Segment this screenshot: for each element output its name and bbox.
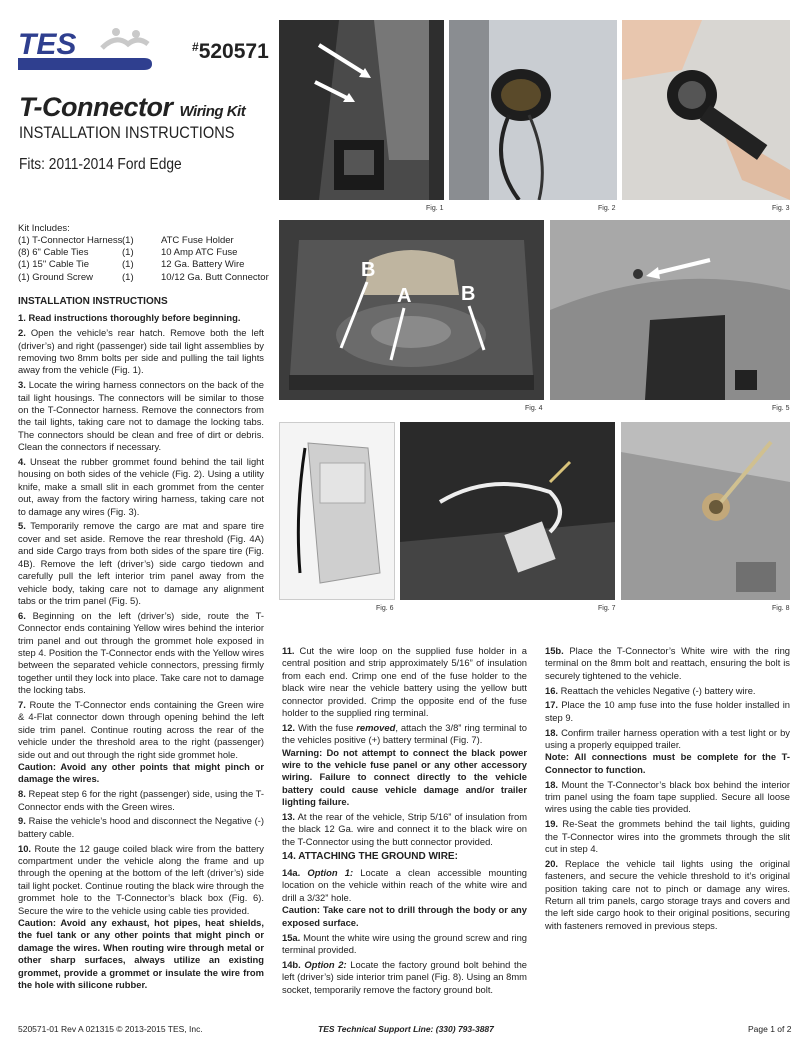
label-b-left: B [361,259,376,281]
step-18: 18. Confirm trailer harness operation with a test light or by using a properly equipped trailer. Note: All connections must be complete for the T-Connector to function. [545,726,790,775]
figure-4-cargo-area-photo [279,220,544,400]
part-number: #520571 [192,40,269,63]
instructions-column-1 [18,296,264,994]
step-16: 16. Reattach the vehicles Negative (-) battery wire. [545,684,756,696]
figure-7-caption: Fig. 7 [598,605,616,612]
step-6: 6. Beginning on the left (driver’s) side, route the T-Connector ends containing Yellow wires behind the interior trim panel and out through the grommet hole exposed in step 4. Position the T-Connector ends with the Yellow wires between the separated vehicle connectors, pressing firmly together until they lock into place. Take care not to damage the locking tabs. [18,609,264,696]
step-8: 8. Repeat step 6 for the right (passenger) side, using the T-Connector ends with the Green wires. [18,788,264,812]
figure-3-knife-photo [622,20,790,200]
footer-revision: 520571-01 Rev A 021315 © 2013-2015 TES, Inc. [18,1024,203,1034]
footer-support-line: TES Technical Support Line: (330) 793-3887 [318,1024,494,1034]
figure-3-caption: Fig. 3 [772,205,790,212]
step-14b: 14b. Option 2: Locate the factory ground bolt behind the left (driver’s) side interior trim panel (Fig. 8). Using an 8mm socket, temporarily remove the factory ground bolt. [282,958,528,995]
step-19: 19. Re-Seat the grommets behind the tail lights, guiding the T-Connector wires into the grommets through the slit cut in step 4. [545,818,790,855]
instructions-column-2 [282,645,527,998]
list-item: (1) 15" Cable Tie (1) 12 Ga. Battery Wire [18,259,245,271]
step-7: 7. Route the T-Connector ends containing the Green wire & 4-Flat connector down through opening behind the left side trim panel. Continue routing across the rear of the vehicle under the threshold area to the right (passenger) side out and out through the right side grommet hole. Caution: Avoid any other points that might pinch or damage the wires. [18,698,264,785]
subtitle: INSTALLATION INSTRUCTIONS [19,123,235,142]
step-9: 9. Raise the vehicle’s hood and disconnect the Negative (-) battery cable. [18,815,264,839]
figure-8-caption: Fig. 8 [772,605,790,612]
step-12: 12. With the fuse removed, attach the 3/8” ring terminal to the vehicles positive (+) battery terminal (Fig. 7). Warning: Do not attempt to connect the black power wire to the vehicle fuse panel or any other accessory wiring. Failure to connect directly to the vehicle battery could cause vehicle damage and/or trailer lighting failure. [282,721,527,808]
step-1: 1. Read instructions thoroughly before beginning. [18,312,241,324]
step-5: 5. Temporarily remove the cargo are mat and spare tire cover and set aside. Remove the rear threshold (Fig. 4A) and side Cargo trays from both sides of the spare tire (Fig. 4B). Remove the left (driver’s) side cargo tiedown and carefully pull the left interior trim panel away from the vehicle body, taking care not to damage any alignment tabs or the trim panel (Fig. 5). [18,520,264,606]
label-b-right: B [461,283,476,305]
kit-list [18,235,269,284]
step-18-mount: 18. Mount the T-Connector’s black box behind the interior trim panel using the foam tape supplied. Secure all loose wires using the cable ties provided. [545,778,791,815]
figure-4-caption: Fig. 4 [525,405,543,412]
figure-7-battery-photo [400,422,615,600]
step-20: 20. Replace the vehicle tail lights using the original fasteners, and secure the vehicle threshold to it’s original position taking care not to pinch or damage any wires. Return all trim panels, cargo storage trays and covers and the left side cargo hook to their original positions, securing with fasteners removed in previous steps. [545,857,790,931]
step-4: 4. Unseat the rubber grommet found behind the tail light housing on both sides of the vehicle (Fig. 2). Using a utility knife, make a small slit in each grommet from the center out, away from the factory wiring harness, taking care not to damage any wires (Fig. 3). [18,456,264,517]
step-10: 10. Route the 12 gauge coiled black wire from the battery compartment under the vehicle along the frame and up through the opening at the bottom of the left (driver’s) side tail light pocket. Continue routing the black wire through the grommet hole to the T-Connector’s black box (Fig. 6). Secure the wire to the vehicle using cable ties provided. Caution: Avoid any exhaust, hot pipes, heat shields, the fuel tank or any other points that might pinch or damage the wires. When routing wire through metal or other sharp surfaces, always utilize an existing grommet, provide a grommet or insulate the wire from the hole with silicone rubber. [18,842,264,991]
figure-1-tail-light-photo [279,20,444,200]
step-13: 13. At the rear of the vehicle, Strip 5/16” of insulation from the black 12 Ga. wire and connect it to the black wire on the T-Connector using the butt connector provided. [282,811,527,847]
step-17: 17. Place the 10 amp fuse into the fuse holder installed in step 9. [545,699,790,723]
figure-6-vehicle-diagram [279,422,395,600]
list-item: (1) Ground Screw (1) 10/12 Ga. Butt Connector [18,271,269,283]
page-title: T-Connector Wiring Kit [19,92,246,122]
fits-vehicle: Fits: 2011-2014 Ford Edge [19,156,182,173]
figure-5-caption: Fig. 5 [772,405,790,412]
figure-5-trim-panel-photo [550,220,790,400]
step-14-heading: 14. ATTACHING THE GROUND WIRE: [282,850,458,862]
footer-page-number: Page 1 of 2 [748,1024,792,1034]
figure-1-caption: Fig. 1 [426,205,444,212]
step-15b: 15b. Place the T-Connector’s White wire with the ring terminal on the 8mm bolt and reattach, ensuring the bolt is securely tightened to the vehicle. [545,645,791,681]
figure-6-caption: Fig. 6 [376,605,394,612]
step-11: 11. Cut the wire loop on the supplied fuse holder in a central position and strip approximately 5/16” of insulation from each end. Crimp one end of the fuse holder to the black wire near the vehicle battery using the yellow butt connector provided. Crimp the opposite end of the fuse holder to the supplied ring terminal. [282,645,527,719]
figure-8-ground-bolt-photo [621,422,790,600]
step-2: 2. Open the vehicle’s rear hatch. Remove both the left (driver’s) and right (passenger) side tail light assemblies by removing two 8mm bolts per side and pulling the tail lights away from the vehicle (Fig. 1). [18,327,264,376]
label-a: A [397,285,412,307]
kit-heading: Kit Includes: [18,223,70,234]
list-item: (8) 6" Cable Ties (1) 10 Amp ATC Fuse [18,247,238,259]
step-15a: 15a. Mount the white wire using the ground screw and ring terminal provided. [282,931,528,955]
step-14a: 14a. Option 1: Locate a clean accessible mounting location on the vehicle within reach of the white wire and drill a 3/32” hole. Caution: Take care not to drill through the body or any exposed surface. [282,867,528,928]
figure-2-grommet-photo [449,20,617,200]
step-3: 3. Locate the wiring harness connectors on the back of the tail light housings. The connectors will be similar to those on the T-Connector harness. Remove the connectors from the tail lights, taking care not to damage the locking tabs. The connectors should be clean and free of dirt or debris. Clean the connectors if necessary. [18,379,264,453]
list-item: (1) T-Connector Harness(1) ATC Fuse Holder [18,235,234,246]
figure-2-caption: Fig. 2 [598,205,616,212]
tes-logo [16,24,154,70]
logo-text: TES [18,28,77,61]
section-heading: INSTALLATION INSTRUCTIONS [18,296,168,307]
instructions-column-3 [545,645,790,935]
